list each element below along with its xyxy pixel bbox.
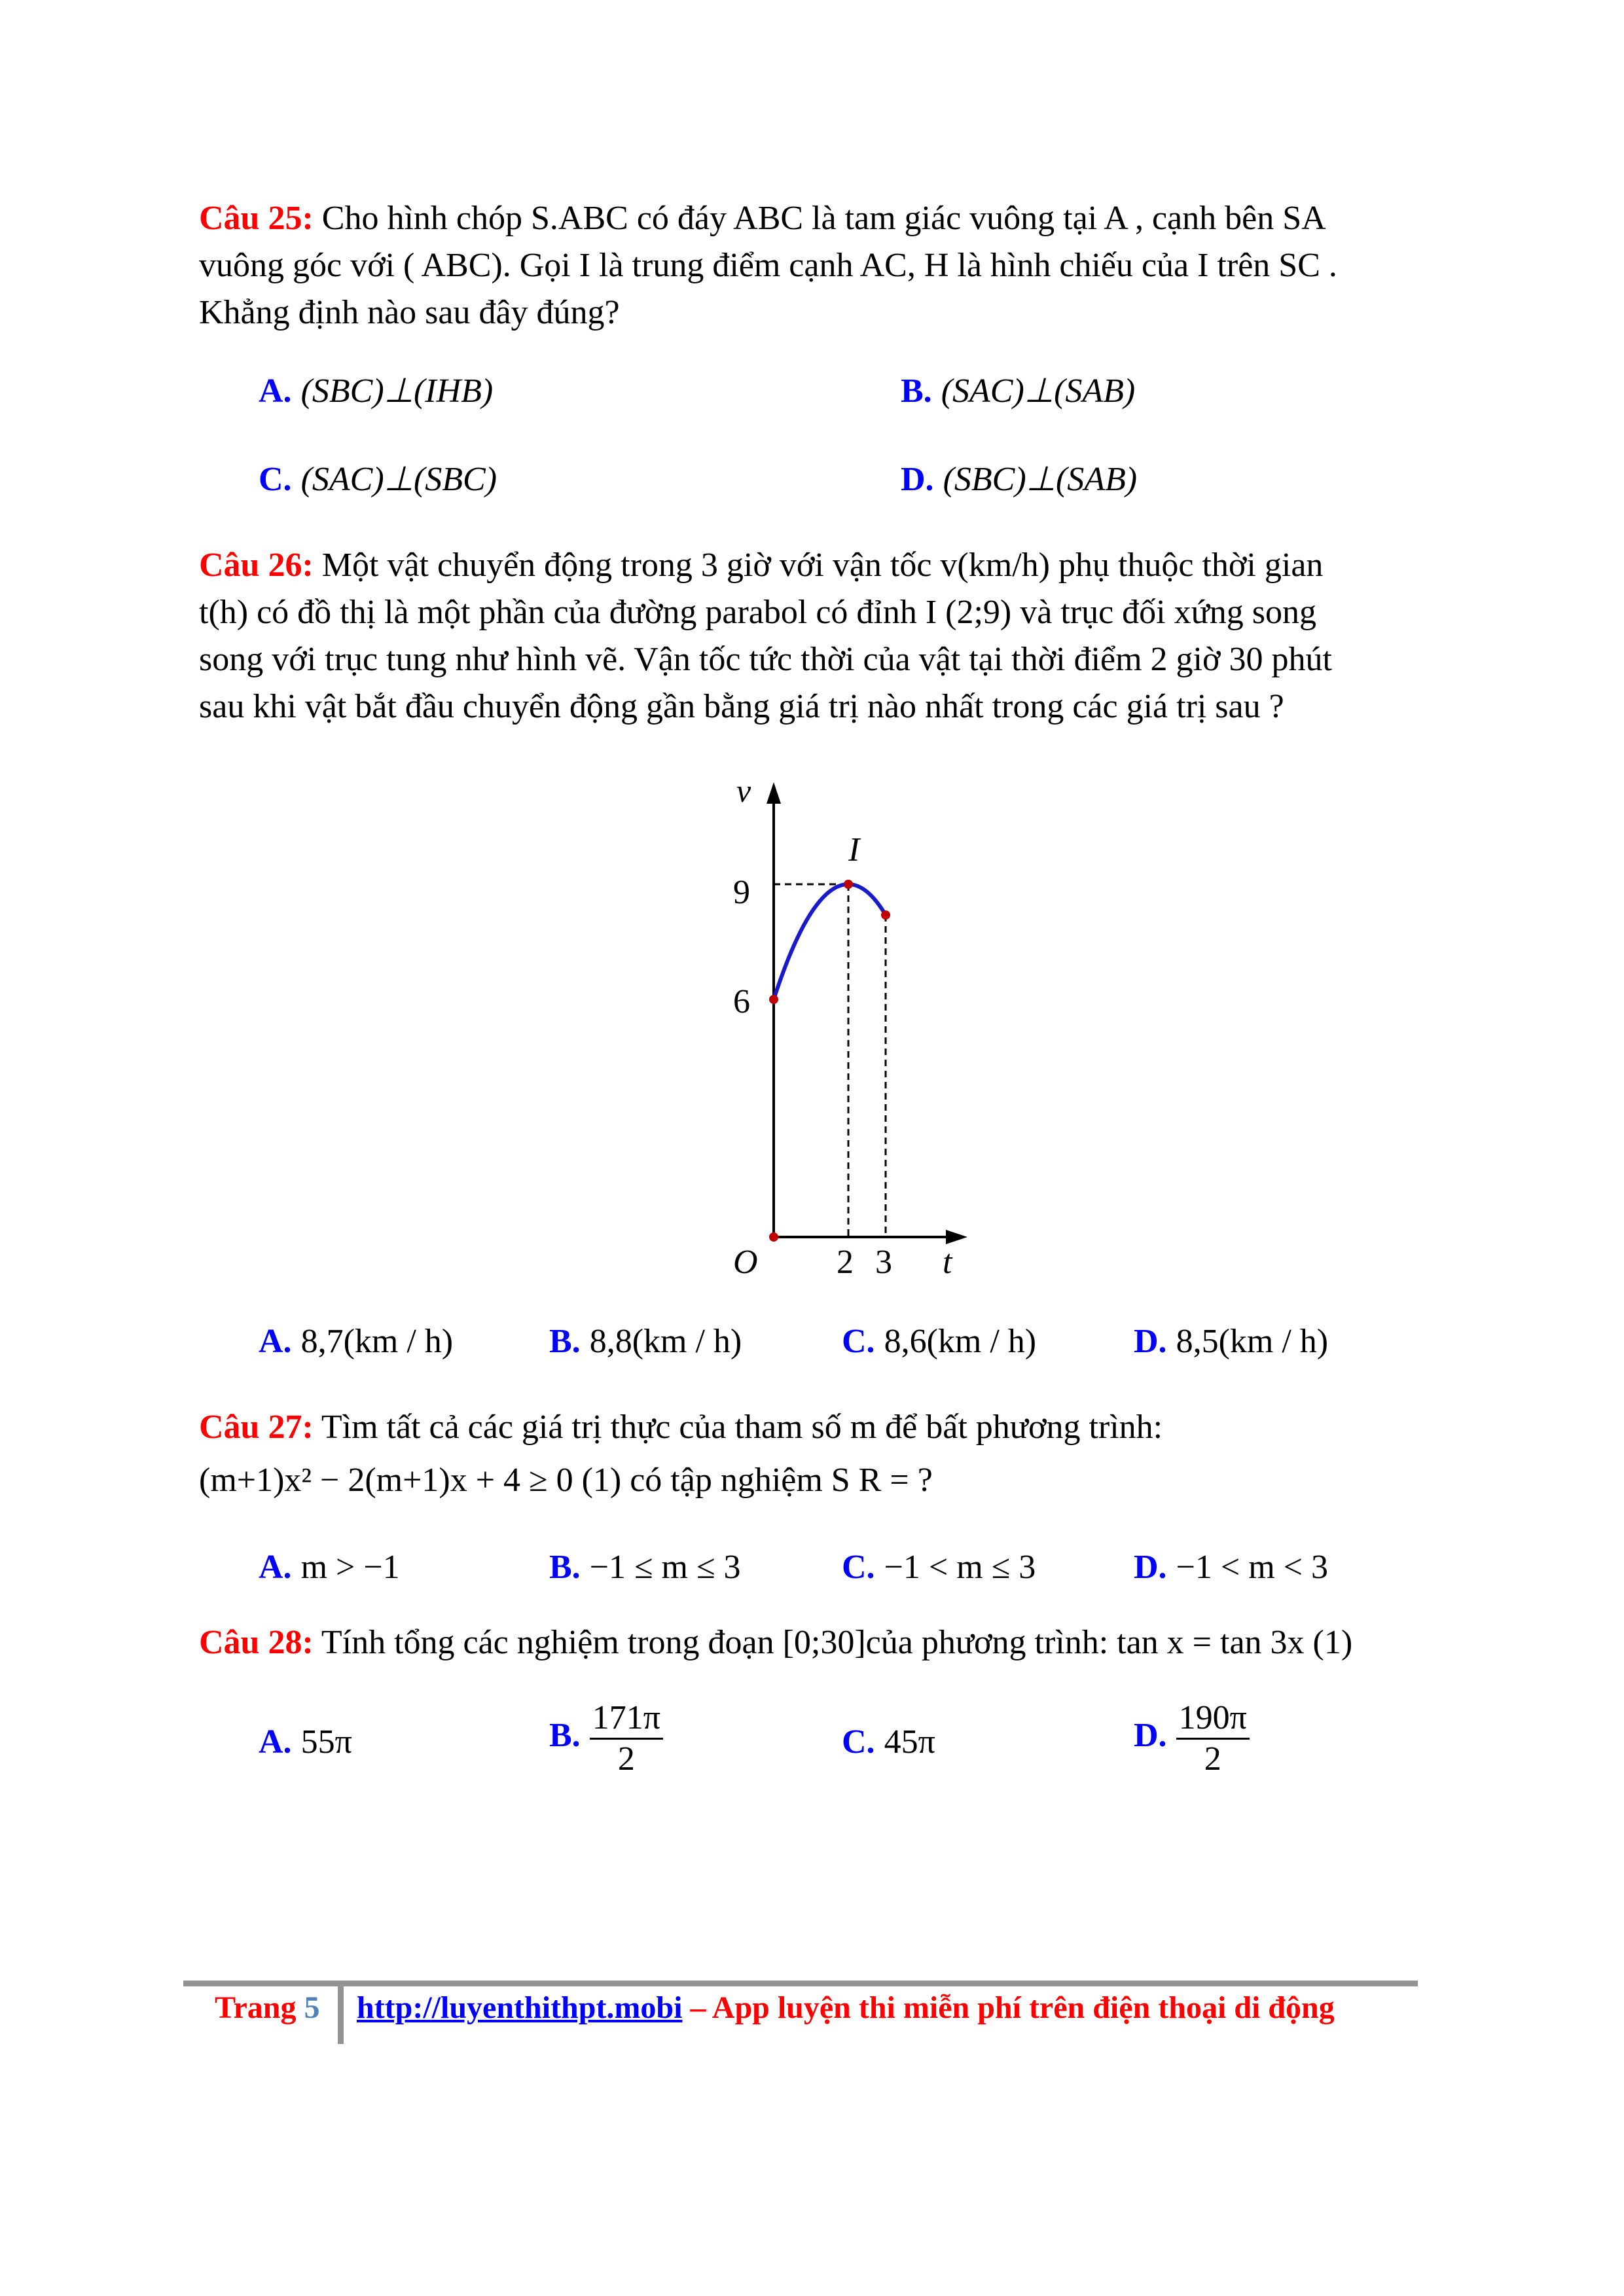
q27-option-d[interactable] [1134,1544,1328,1591]
q27-line-2: (m+1)x² − 2(m+1)x + 4 ≥ 0 (1) có tập nghiệm S R = ? [199,1462,933,1499]
q26-line-3: song với trục tung như hình vẽ. Vận tốc tức thời của vật tại thời điểm 2 giờ 30 phút [199,641,1332,678]
footer-tagline: – App luyện thi miễn phí trên điện thoại di động [682,1990,1335,2025]
t-axis-label: t [943,1244,952,1281]
footer-text [357,1990,1335,2026]
option-text: −1 < m < 3 [1176,1549,1328,1586]
option-text: 8,8(km / h) [589,1323,742,1360]
website-link[interactable]: http://luyenthithpt.mobi [357,1990,683,2025]
q28-option-a[interactable] [259,1719,352,1766]
option-label: B. [901,372,932,410]
q25-line-3: Khẳng định nào sau đây đúng? [199,294,620,331]
v-axis-arrow [767,782,781,804]
option-label: A. [259,1323,292,1360]
q27-option-c[interactable] [842,1544,1036,1591]
option-label: C. [842,1723,875,1761]
y-tick-9: 9 [733,874,750,911]
t-axis-arrow [946,1230,967,1244]
option-label: C. [259,461,292,498]
y-tick-6: 6 [733,983,750,1020]
q27-line-1 [199,1404,1163,1451]
q28-option-d[interactable] [1134,1698,1250,1779]
fraction [1176,1698,1250,1779]
option-label: A. [259,372,292,410]
option-text: 8,7(km / h) [300,1323,454,1360]
numerator: 171π [590,1698,663,1740]
option-text: (SBC)⊥(IHB) [300,372,494,410]
page-number [215,1990,319,2026]
option-label: C. [842,1549,875,1586]
parabola-curve [774,884,886,999]
option-text: 45π [884,1723,935,1761]
point-origin [769,1232,778,1242]
page-label: Trang [215,1990,297,2025]
q25-line-2: vuông góc với ( ABC). Gọi I là trung điểm cạnh AC, H là hình chiếu của I trên SC . [199,247,1337,284]
option-label: C. [842,1323,875,1360]
option-label: D. [1134,1717,1167,1755]
x-tick-2: 2 [837,1244,854,1281]
q25-text: Cho hình chóp S.ABC có đáy ABC là tam giác vuông tại A , cạnh bên SA [321,200,1326,237]
q27-option-a[interactable] [259,1544,400,1591]
denominator: 2 [1204,1740,1221,1778]
option-label: B. [549,1717,581,1755]
q26-option-d[interactable] [1134,1318,1328,1365]
option-label: A. [259,1723,292,1761]
option-label: B. [549,1323,581,1360]
option-text: m > −1 [300,1549,400,1586]
option-text: 8,6(km / h) [884,1323,1037,1360]
q26-option-c[interactable] [842,1318,1036,1365]
vertex-label: I [848,831,860,869]
q27-option-b[interactable] [549,1544,741,1591]
option-text: −1 ≤ m ≤ 3 [589,1549,741,1586]
point-start [769,995,778,1004]
point-end [881,910,890,920]
x-tick-3: 3 [875,1244,892,1281]
option-text: 8,5(km / h) [1176,1323,1329,1360]
q26-text: Một vật chuyển động trong 3 giờ với vận tốc v(km/h) phụ thuộc thời gian [321,547,1324,584]
option-text: −1 < m ≤ 3 [884,1549,1036,1586]
q26-option-b[interactable] [549,1318,742,1365]
option-text: (SAC)⊥(SAB) [941,372,1136,410]
numerator: 190π [1176,1698,1250,1740]
q27-label: Câu 27: [199,1408,314,1446]
option-label: D. [1134,1323,1167,1360]
q28-option-c[interactable] [842,1719,935,1766]
q26-option-a[interactable] [259,1318,453,1365]
option-label: B. [549,1549,581,1586]
option-text: 55π [300,1723,352,1761]
option-label: D. [901,461,934,498]
point-vertex [844,880,853,889]
origin-label: O [733,1244,758,1281]
q28-line-1 [199,1619,1352,1666]
option-text: (SAC)⊥(SBC) [300,461,497,498]
q26-line-2: t(h) có đồ thị là một phần của đường parabol có đỉnh I (2;9) và trục đối xứng song [199,594,1317,631]
option-label: D. [1134,1549,1167,1586]
q28-text: Tính tổng các nghiệm trong đoạn [0;30]của phương trình: tan x = tan 3x (1) [321,1624,1353,1661]
q28-option-b[interactable] [549,1698,663,1779]
footer-divider [183,1981,1418,1986]
option-text: (SBC)⊥(SAB) [943,461,1138,498]
q26-label: Câu 26: [199,547,314,584]
v-axis-label: v [736,772,751,809]
option-label: A. [259,1549,292,1586]
footer-vertical-divider [338,1986,344,2044]
fraction [590,1698,663,1779]
q28-label: Câu 28: [199,1624,314,1661]
denominator: 2 [617,1740,635,1778]
q26-line-4: sau khi vật bắt đầu chuyển động gần bằng giá trị nào nhất trong các giá trị sau ? [199,688,1284,725]
page-number-value: 5 [304,1990,320,2025]
q25-label: Câu 25: [199,200,314,237]
q27-text: Tìm tất cả các giá trị thực của tham số m để bất phương trình: [321,1408,1163,1446]
